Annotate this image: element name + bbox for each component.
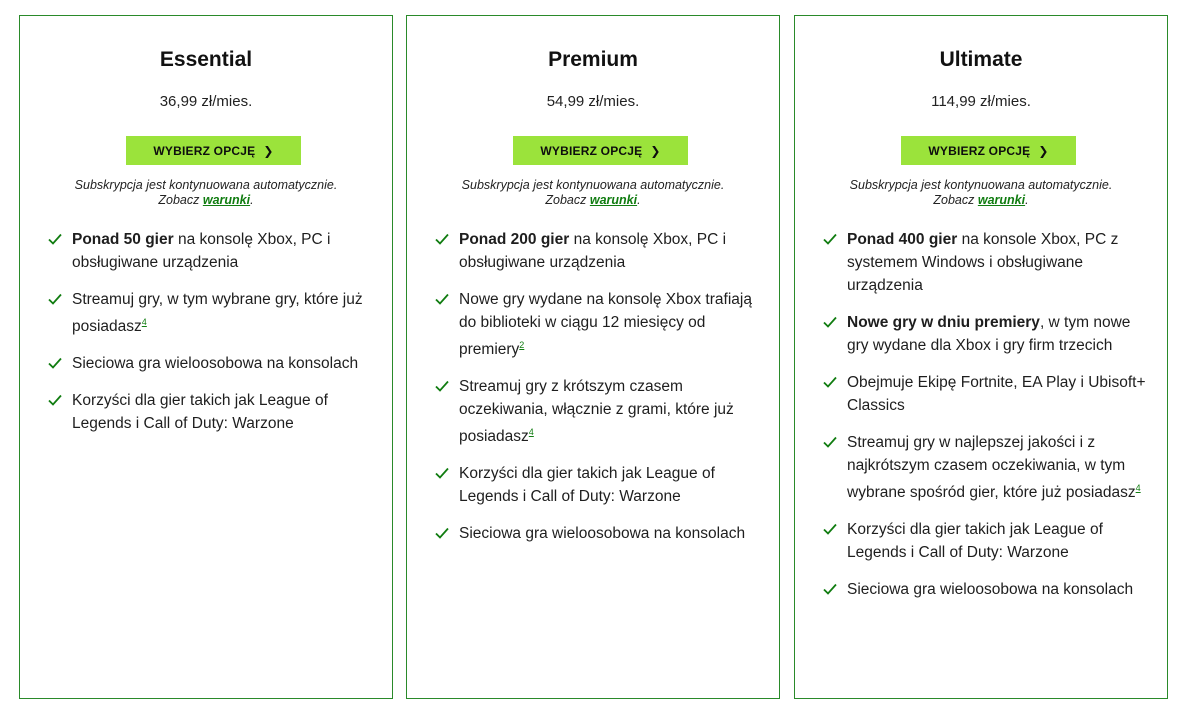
check-icon [48, 293, 62, 305]
feature-text: na konsolę Xbox, PC i obsługiwane urządzenia [72, 231, 331, 271]
choose-option-button[interactable] [901, 136, 1076, 165]
auto-renew-note: Subskrypcja jest kontynuowana automatycznie. Zobacz warunki. [849, 178, 1113, 207]
feature-list [823, 228, 1153, 615]
feature-bold: Ponad 400 gier [847, 231, 958, 248]
plan-price: 114,99 zł/mies. [931, 93, 1031, 110]
feature-item [435, 522, 765, 545]
choose-option-button[interactable] [126, 136, 301, 165]
feature-item [435, 462, 765, 508]
feature-item [823, 518, 1153, 564]
button-label: WYBIERZ OPCJĘ [928, 143, 1031, 158]
check-icon [823, 583, 837, 595]
auto-renew-note: Subskrypcja jest kontynuowana automatycznie. Zobacz warunki. [461, 178, 725, 207]
chevron-right-icon: ❯ [650, 143, 661, 158]
feature-item [48, 228, 378, 274]
check-icon [435, 293, 449, 305]
feature-item [823, 228, 1153, 297]
check-icon [823, 376, 837, 388]
feature-text: Korzyści dla gier takich jak League of Legends i Call of Duty: Warzone [459, 465, 715, 506]
check-icon [48, 394, 62, 406]
feature-text: Sieciowa gra wieloosobowa na konsolach [459, 525, 746, 543]
feature-text: na konsolę Xbox, PC i obsługiwane urządzenia [459, 231, 727, 271]
terms-link[interactable]: warunki [202, 193, 251, 207]
chevron-right-icon: ❯ [1038, 143, 1049, 158]
terms-link[interactable]: warunki [589, 193, 638, 207]
footnote-ref[interactable]: 4 [528, 427, 534, 438]
auto-renew-note: Subskrypcja jest kontynuowana automatycznie. Zobacz warunki. [74, 178, 338, 207]
footnote-ref[interactable]: 2 [519, 340, 525, 350]
feature-text: Streamuj gry z krótszym czasem oczekiwania, włącznie z grami, które już posiadasz [459, 378, 734, 446]
feature-bold: Nowe gry w dniu premiery [847, 314, 1040, 331]
plan-card-premium [406, 15, 780, 699]
feature-text: Korzyści dla gier takich jak League of Legends i Call of Duty: Warzone [847, 521, 1103, 562]
feature-item [48, 288, 378, 338]
feature-text: na konsole Xbox, PC z systemem Windows i obsługiwane urządzenia [847, 231, 1119, 294]
check-icon [823, 436, 837, 448]
feature-text: Streamuj gry, w tym wybrane gry, które już posiadasz [72, 291, 363, 336]
feature-list [435, 228, 765, 559]
plan-card-ultimate [794, 15, 1168, 699]
plan-title: Essential [159, 48, 253, 71]
check-icon [48, 357, 62, 369]
chevron-right-icon: ❯ [263, 143, 274, 158]
feature-item [823, 578, 1153, 601]
feature-text: Sieciowa gra wieloosobowa na konsolach [847, 581, 1134, 599]
feature-text: Sieciowa gra wieloosobowa na konsolach [72, 355, 359, 373]
check-icon [823, 316, 837, 328]
check-icon [435, 380, 449, 392]
feature-item [435, 375, 765, 448]
plan-title: Ultimate [939, 48, 1023, 71]
choose-option-button[interactable] [513, 136, 688, 165]
footnote-ref[interactable]: 4 [141, 317, 147, 327]
check-icon [823, 523, 837, 535]
feature-item [48, 352, 378, 375]
feature-text: , w tym nowe gry wydane dla Xbox i gry firm trzecich [847, 314, 1131, 354]
button-label: WYBIERZ OPCJĘ [153, 143, 256, 158]
button-label: WYBIERZ OPCJĘ [540, 143, 643, 158]
feature-text: Obejmuje Ekipę Fortnite, EA Play i Ubisoft+ Classics [847, 374, 1146, 414]
feature-bold: Ponad 50 gier [72, 231, 174, 248]
check-icon [823, 233, 837, 245]
plan-price: 54,99 zł/mies. [546, 93, 640, 110]
feature-text: Streamuj gry w najlepszej jakości i z najkrótszym czasem oczekiwania, w tym wybrane spośród gier, które już posiadasz [847, 434, 1136, 502]
feature-item [435, 228, 765, 274]
feature-text: Nowe gry wydane na konsolę Xbox trafiają do biblioteki w ciągu 12 miesięcy od premiery [459, 291, 752, 359]
footnote-ref[interactable]: 4 [1135, 483, 1141, 493]
check-icon [435, 467, 449, 479]
feature-list [48, 228, 378, 449]
terms-link[interactable]: warunki [977, 193, 1026, 207]
plan-card-essential [19, 15, 393, 699]
feature-item [48, 389, 378, 435]
plan-title: Premium [548, 48, 638, 71]
feature-item [823, 311, 1153, 357]
plan-price: 36,99 zł/mies. [159, 93, 253, 110]
feature-bold: Ponad 200 gier [459, 231, 570, 248]
feature-text: Korzyści dla gier takich jak League of Legends i Call of Duty: Warzone [72, 392, 328, 433]
check-icon [435, 527, 449, 539]
feature-item [823, 431, 1153, 504]
feature-item [823, 371, 1153, 417]
check-icon [435, 233, 449, 245]
feature-item [435, 288, 765, 361]
check-icon [48, 233, 62, 245]
